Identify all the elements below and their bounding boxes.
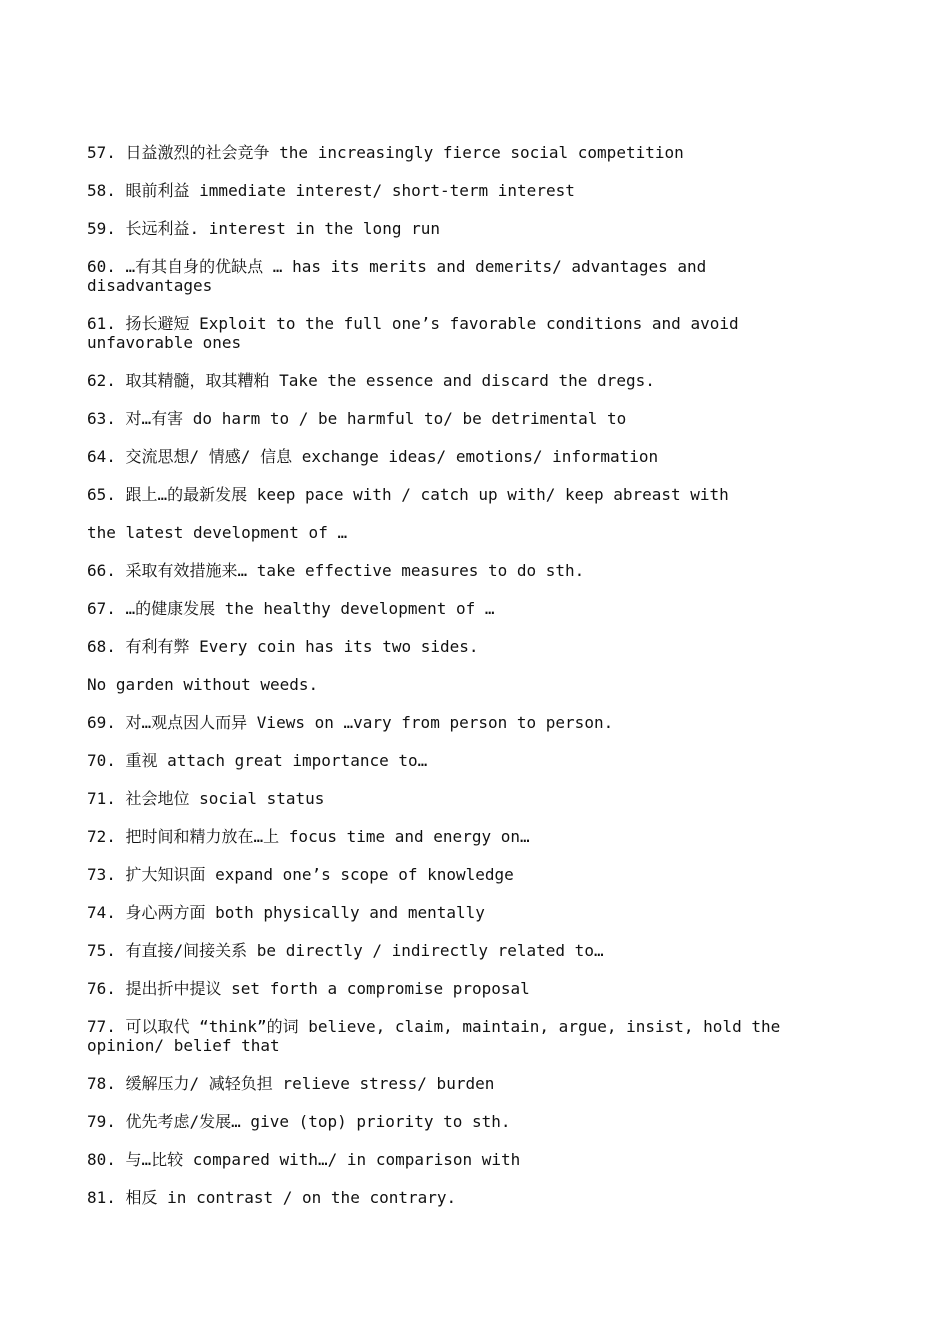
list-item: 80. 与…比较 compared with…/ in comparison with bbox=[87, 1150, 521, 1169]
list-item: 65. 跟上…的最新发展 keep pace with / catch up with/ keep abreast with bbox=[87, 485, 729, 504]
list-item: 76. 提出折中提议 set forth a compromise proposal bbox=[87, 979, 530, 998]
list-item: No garden without weeds. bbox=[87, 675, 319, 694]
list-item: 63. 对…有害 do harm to / be harmful to/ be detrimental to bbox=[87, 409, 627, 428]
list-item: 59. 长远利益. interest in the long run bbox=[87, 219, 440, 238]
list-item: 67. …的健康发展 the healthy development of … bbox=[87, 599, 495, 618]
list-item: 79. 优先考虑/发展… give (top) priority to sth. bbox=[87, 1112, 511, 1131]
list-item: 70. 重视 attach great importance to… bbox=[87, 751, 428, 770]
list-item: 66. 采取有效措施来… take effective measures to do sth. bbox=[87, 561, 585, 580]
list-item: 74. 身心两方面 both physically and mentally bbox=[87, 903, 485, 922]
phrase-list bbox=[87, 143, 822, 1226]
list-item: 58. 眼前利益 immediate interest/ short-term interest bbox=[87, 181, 575, 200]
list-item: 81. 相反 in contrast / on the contrary. bbox=[87, 1188, 457, 1207]
list-item: 57. 日益激烈的社会竞争 the increasingly fierce social competition bbox=[87, 143, 684, 162]
list-item: 68. 有利有弊 Every coin has its two sides. bbox=[87, 637, 479, 656]
list-item: 73. 扩大知识面 expand one’s scope of knowledge bbox=[87, 865, 514, 884]
list-item: 75. 有直接/间接关系 be directly / indirectly related to… bbox=[87, 941, 604, 960]
list-item: 60. …有其自身的优缺点 … has its merits and demerits/ advantages and disadvantages bbox=[87, 257, 716, 295]
list-item: 64. 交流思想/ 情感/ 信息 exchange ideas/ emotions/ information bbox=[87, 447, 659, 466]
list-item: 78. 缓解压力/ 减轻负担 relieve stress/ burden bbox=[87, 1074, 495, 1093]
list-item: 77. 可以取代 “think”的词 believe, claim, maintain, argue, insist, hold the opinion/ belief that bbox=[87, 1017, 790, 1055]
list-item: 69. 对…观点因人而异 Views on …vary from person to person. bbox=[87, 713, 614, 732]
list-item: 61. 扬长避短 Exploit to the full one’s favorable conditions and avoid unfavorable ones bbox=[87, 314, 749, 352]
list-item: 71. 社会地位 social status bbox=[87, 789, 325, 808]
list-item: 62. 取其精髓，取其糟粕 Take the essence and discard the dregs. bbox=[87, 371, 655, 390]
list-item: the latest development of … bbox=[87, 523, 348, 542]
list-item: 72. 把时间和精力放在…上 focus time and energy on… bbox=[87, 827, 530, 846]
